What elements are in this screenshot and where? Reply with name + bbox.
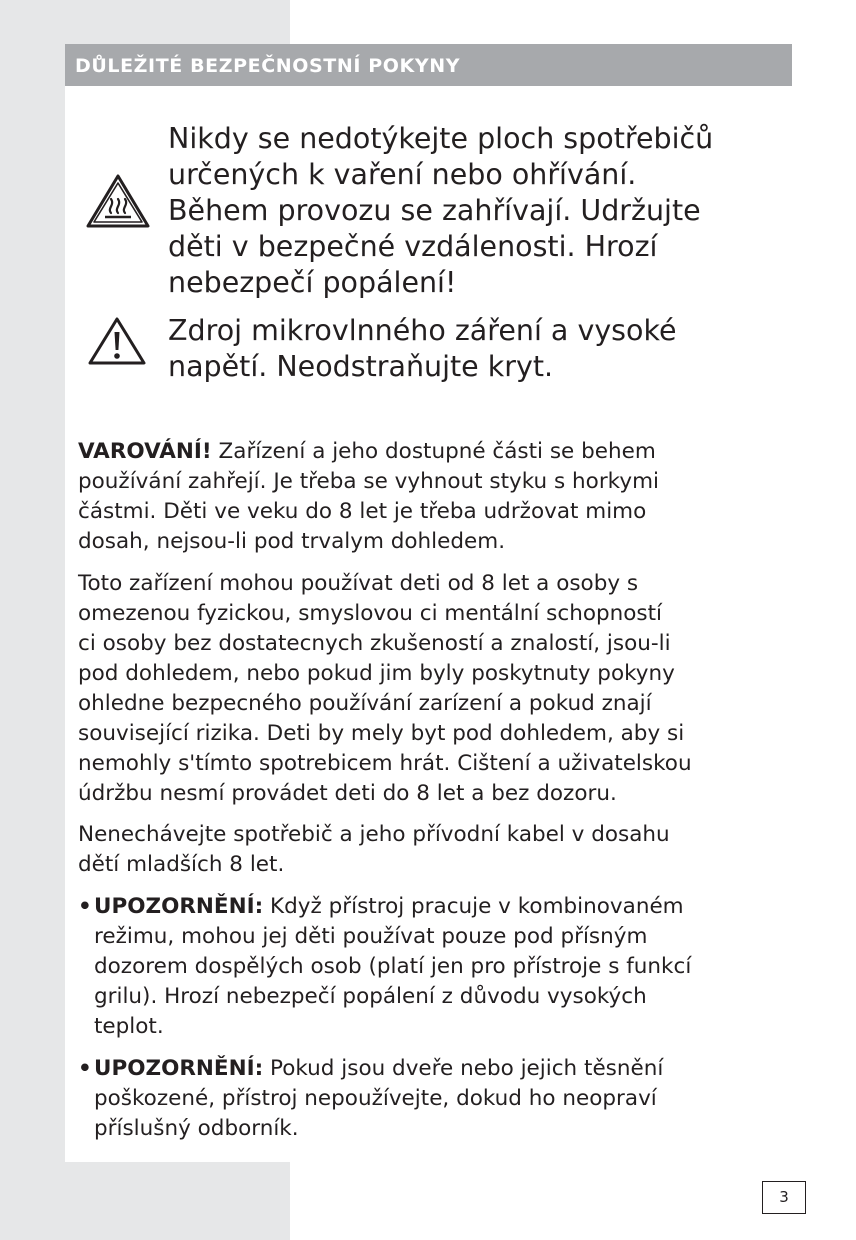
bullet-line: režimu, mohou jej děti používat pouze pod přísným (94, 924, 648, 949)
caution-bullet (78, 892, 788, 1042)
paragraph-line: pod dohledem, nebo pokud jim byly poskytnuty pokyny (78, 661, 675, 686)
warning-line: Během provozu se zahřívají. Udržujte (168, 194, 701, 227)
exclamation-warning-icon (87, 316, 147, 366)
paragraph-line: omezenou fyzickou, smyslovou ci mentální schopností (78, 601, 663, 626)
bullet-line (94, 892, 691, 922)
warning-line: Zdroj mikrovlnného záření a vysoké (168, 314, 677, 347)
bullet-body (94, 1054, 663, 1144)
bullet-line: poškozené, přístroj nepoužívejte, dokud ho neopraví (94, 1086, 657, 1111)
bullet-marker: • (78, 1056, 92, 1081)
bullet-text: Pokud jsou dveře nebo jejich těsnění (263, 1056, 664, 1081)
paragraph-line: nemohly s'tímto spotrebicem hrát. Cištení a uživatelskou (78, 751, 692, 776)
bullet-line (94, 1054, 663, 1084)
paragraph-line: Toto zařízení mohou používat deti od 8 let a osoby s (78, 571, 639, 596)
bullet-line: dozorem dospělých osob (platí jen pro přístroje s funkcí (94, 954, 692, 979)
hot-surface-warning-icon (85, 173, 151, 229)
page-number: 3 (762, 1181, 806, 1214)
paragraph-line: částmi. Děti ve veku do 8 let je třeba udržovat mimo (78, 499, 647, 524)
paragraph-line: související rizika. Deti by mely byt pod dohledem, aby si (78, 721, 685, 746)
warning-line: děti v bezpečné vzdálenosti. Hrozí (168, 230, 658, 263)
paragraph-line: údržbu nesmí provádet deti do 8 let a bez dozoru. (78, 781, 617, 806)
paragraph-line: používání zahřejí. Je třeba se vyhnout styku s horkymi (78, 469, 659, 494)
caution-label: UPOZORNĚNÍ: (94, 1056, 264, 1081)
bullet-line: příslušný odborník. (94, 1116, 299, 1141)
paragraph-line: ohledne bezpecného používání zarízení a pokud znají (78, 691, 652, 716)
cable-paragraph (78, 820, 778, 880)
section-title: DŮLEŽITÉ BEZPEČNOSTNÍ POKYNY (75, 55, 461, 77)
paragraph-line: dosah, nejsou-li pod trvalym dohledem. (78, 529, 506, 554)
warning-label: VAROVÁNÍ! (78, 439, 212, 464)
paragraph-line (78, 437, 778, 467)
paragraph-line: ci osoby bez dostatecnych zkušeností a znalostí, jsou-li (78, 631, 671, 656)
bullet-body (94, 892, 691, 1042)
caution-bullet (78, 1054, 788, 1144)
warning-paragraph (78, 437, 778, 557)
warning-line: určených k vaření nebo ohřívání. (168, 158, 637, 191)
warning-line: Nikdy se nedotýkejte ploch spotřebičů (168, 122, 714, 155)
paragraph-line: Nenechávejte spotřebič a jeho přívodní kabel v dosahu (78, 822, 670, 847)
bullet-marker: • (78, 894, 92, 919)
paragraph-line: dětí mladších 8 let. (78, 852, 285, 877)
bullet-line: grilu). Hrozí nebezpečí popálení z důvodu vysokých (94, 984, 647, 1009)
usage-paragraph (78, 569, 778, 809)
paragraph-text: Zařízení a jeho dostupné části se behem (211, 439, 656, 464)
bullet-line: teplot. (94, 1014, 164, 1039)
caution-label: UPOZORNĚNÍ: (94, 894, 264, 919)
bullet-text: Když přístroj pracuje v kombinovaném (263, 894, 684, 919)
warning-line: nebezpečí popálení! (168, 266, 457, 299)
warning-text-hot-surface (168, 121, 713, 301)
warning-line: napětí. Neodstraňujte kryt. (168, 350, 554, 383)
warning-text-microwave (168, 313, 677, 385)
